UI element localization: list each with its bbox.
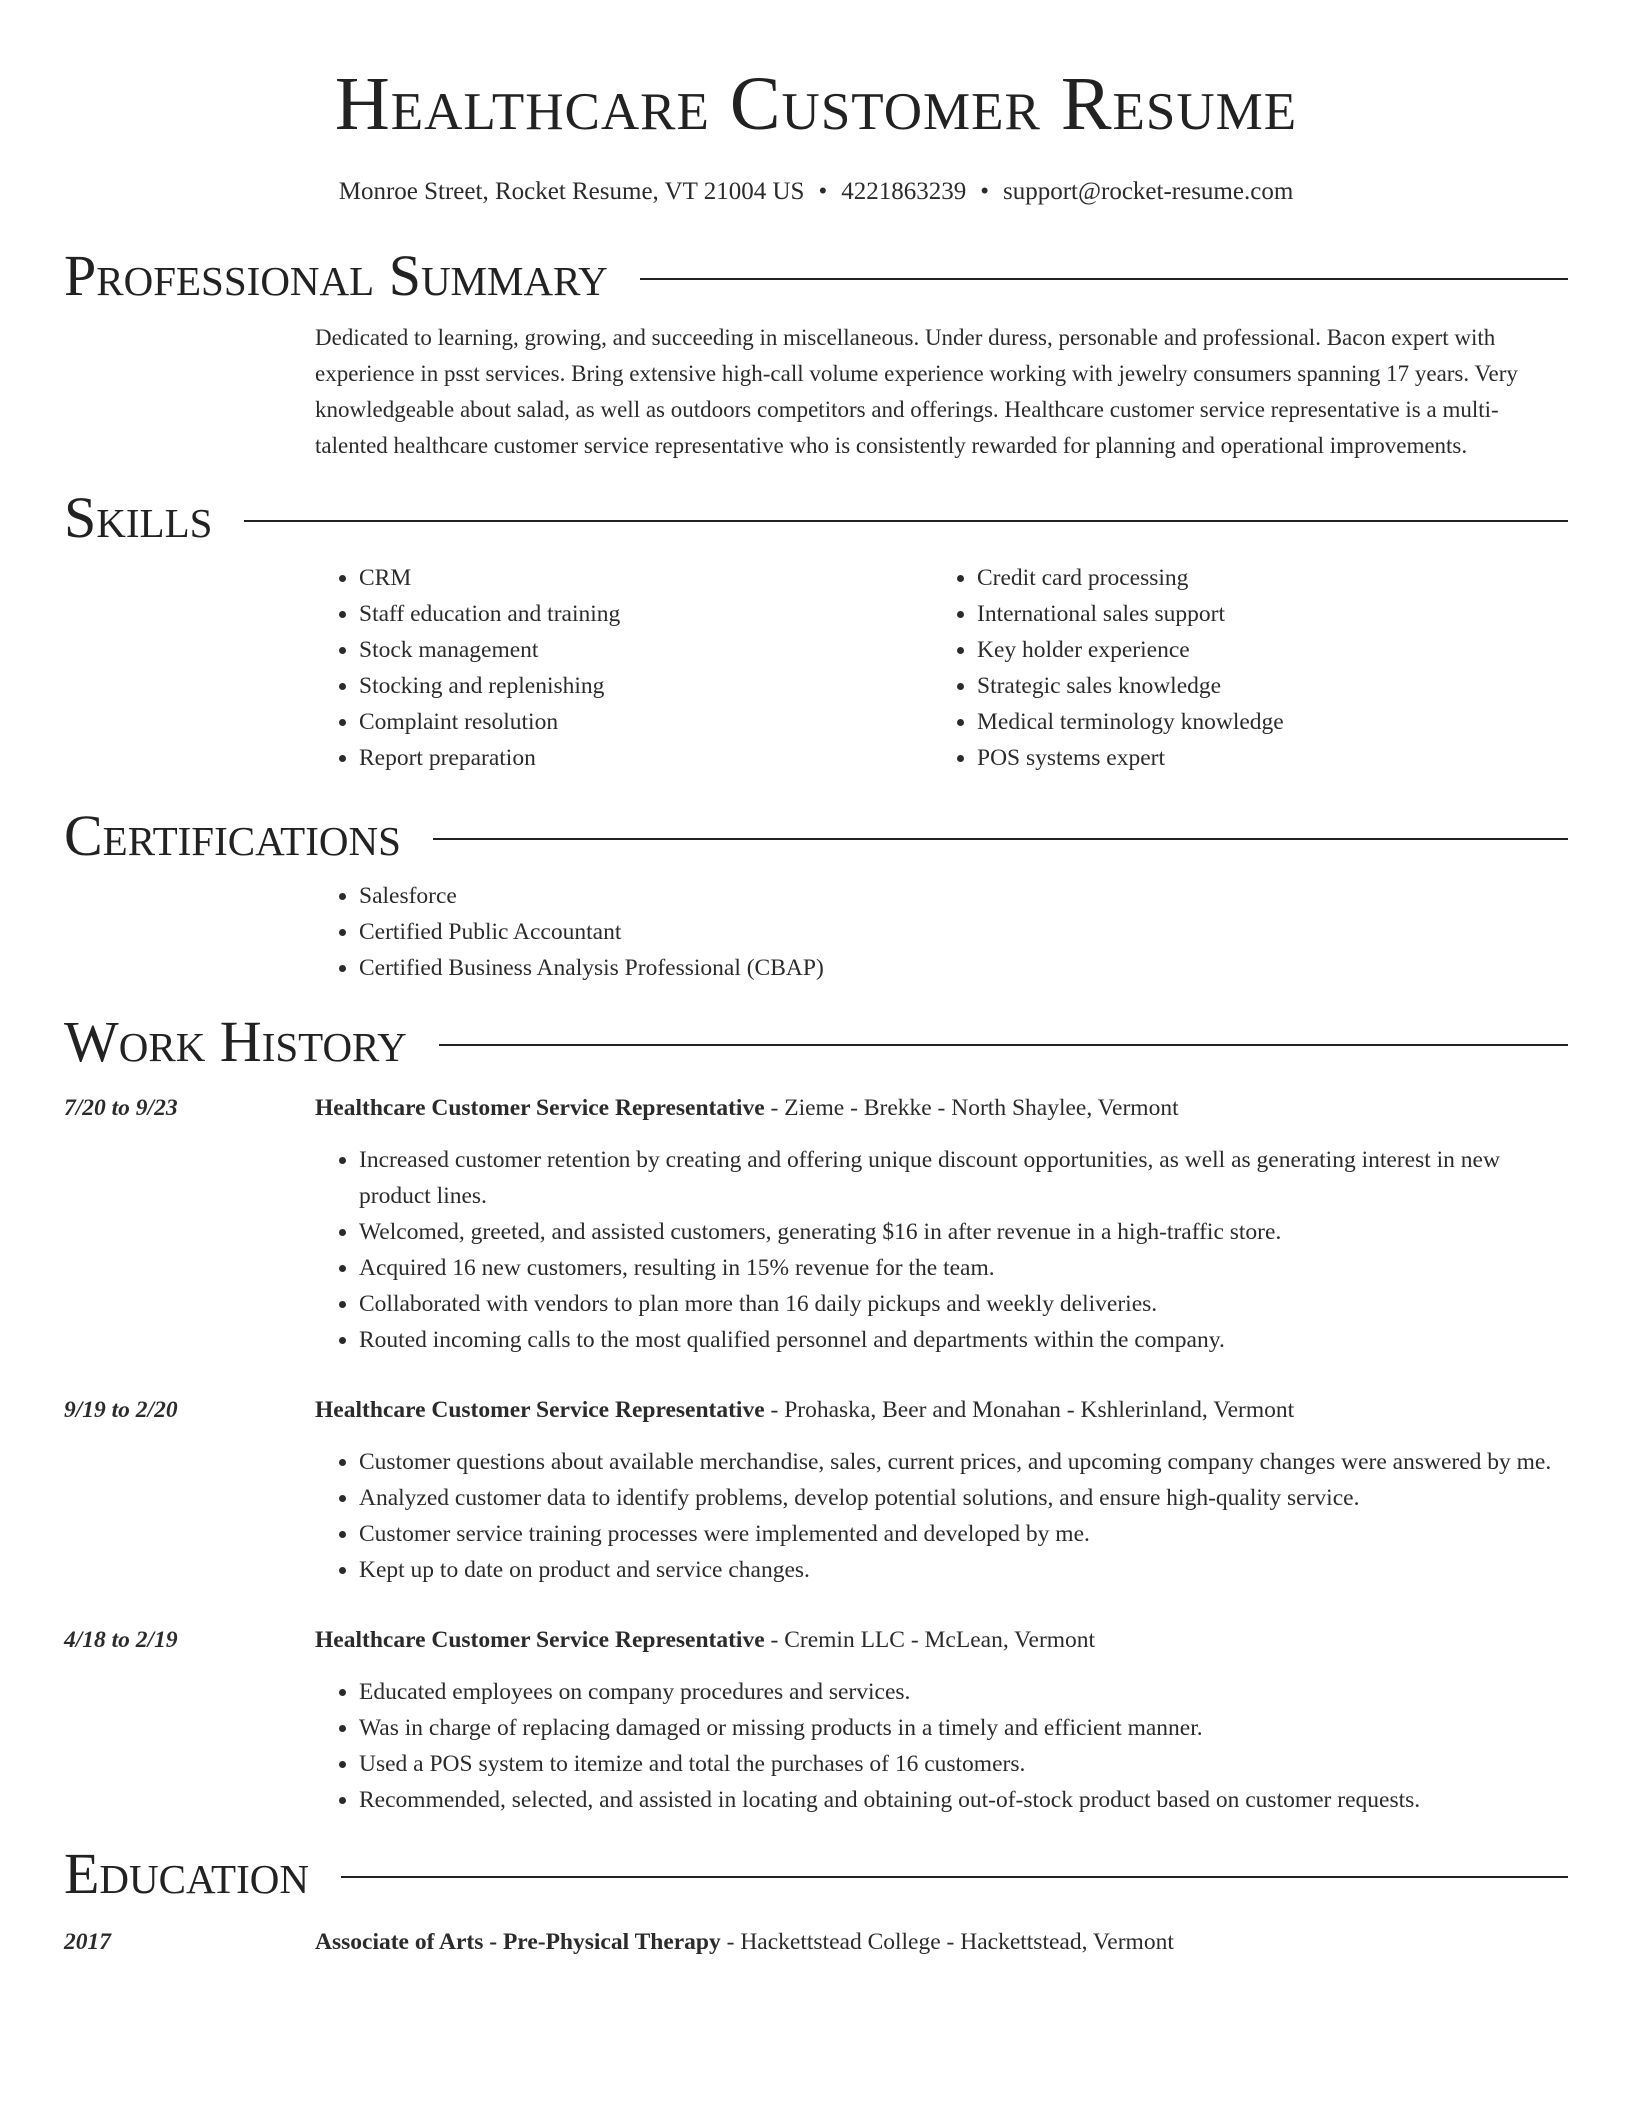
contact-separator: • [980,178,989,205]
skill-item: • Complaint resolution [359,704,933,740]
section-title: Certifications [64,803,401,868]
job-heading [315,1622,1568,1658]
job-bullet: • Educated employees on company procedures and services. [359,1674,1568,1710]
contact-phone: 4221863239 [841,178,967,205]
resume-page [64,0,1568,1960]
section-title: Skills [64,485,213,550]
section-rule [640,278,1568,280]
job-title: Healthcare Customer Service Representative [315,1095,765,1121]
job-bullet: • Was in charge of replacing damaged or missing products in a timely and efficient manner. [359,1710,1568,1746]
job-bullets [315,1674,1568,1818]
skill-item: • Strategic sales knowledge [977,668,1551,704]
certifications-list [315,878,1568,986]
section-heading-work-history [64,1010,1568,1074]
job-employer: - Zieme - Brekke - North Shaylee, Vermont [764,1095,1179,1121]
job-bullet: • Acquired 16 new customers, resulting in 15% revenue for the team. [359,1250,1568,1286]
section-heading-education [64,1842,1568,1906]
job-heading [315,1392,1568,1428]
section-heading-certifications [64,804,1568,868]
education-heading [315,1924,1568,1960]
education-school: - Hackettstead College - Hackettstead, Vermont [720,1929,1174,1955]
education-year: 2017 [64,1929,111,1955]
section-rule [341,1876,1568,1878]
section-title: Education [64,1841,309,1906]
job-bullet: • Welcomed, greeted, and assisted customers, generating $16 in after revenue in a high-traffic store. [359,1214,1568,1250]
skill-item: • Staff education and training [359,596,933,632]
education-entry [64,1924,1568,1960]
contact-separator: • [818,178,828,205]
contact-line [64,176,1568,208]
section-rule [433,838,1568,840]
job-employer: - Prohaska, Beer and Monahan - Kshlerinland, Vermont [764,1397,1295,1423]
job-title: Healthcare Customer Service Representative [315,1397,765,1423]
skill-item: • CRM [359,560,933,596]
resume-title: Healthcare Customer Resume [334,62,1298,146]
job-bullet: • Analyzed customer data to identify problems, develop potential solutions, and ensure high-quality service. [359,1480,1568,1516]
section-rule [244,520,1568,522]
contact-email: support@rocket-resume.com [1002,178,1294,205]
job-bullet: • Customer questions about available merchandise, sales, current prices, and upcoming company changes were answered by me. [359,1444,1568,1480]
job-bullet: • Collaborated with vendors to plan more than 16 daily pickups and weekly deliveries. [359,1286,1568,1322]
certification-item: • Salesforce [359,878,1568,914]
skill-item: • Stock management [359,632,933,668]
skill-item: • Key holder experience [977,632,1551,668]
section-title: Work History [64,1009,407,1074]
section-rule [439,1044,1568,1046]
job-bullet: • Routed incoming calls to the most qualified personnel and departments within the company. [359,1322,1568,1358]
skills-column-left [315,560,933,776]
summary-text: Dedicated to learning, growing, and succeeding in miscellaneous. Under duress, personable and professional. Bacon expert with experience in psst services. Bring extensive high-call volume experience working with jewelry consumers spanning 17 years. Very knowledgeable about salad, as well as outdoors competitors and offerings. Healthcare customer service representative is a multi-talented healthcare customer service representative who is consistently rewarded for planning and operational improvements. [315,325,1518,458]
job-entry [64,1622,1568,1818]
job-dates: 4/18 to 2/19 [64,1627,178,1653]
job-bullet: • Recommended, selected, and assisted in locating and obtaining out-of-stock product based on customer requests. [359,1782,1568,1818]
section-title: Professional Summary [64,243,608,308]
job-bullets [315,1444,1568,1588]
job-employer: - Cremin LLC - McLean, Vermont [764,1627,1096,1653]
skill-item: • Report preparation [359,740,933,776]
education-degree: Associate of Arts - Pre-Physical Therapy [315,1929,721,1955]
skill-item: • Credit card processing [977,560,1551,596]
job-entry [64,1090,1568,1358]
job-bullet: • Customer service training processes were implemented and developed by me. [359,1516,1568,1552]
job-bullet: • Kept up to date on product and service changes. [359,1552,1568,1588]
skill-item: • Medical terminology knowledge [977,704,1551,740]
skill-item: • International sales support [977,596,1551,632]
job-bullet: • Used a POS system to itemize and total the purchases of 16 customers. [359,1746,1568,1782]
certification-item: • Certified Business Analysis Professional (CBAP) [359,950,1568,986]
contact-address: Monroe Street, Rocket Resume, VT 21004 US [338,178,805,205]
skill-item: • POS systems expert [977,740,1551,776]
certification-item: • Certified Public Accountant [359,914,1568,950]
job-bullets [315,1142,1568,1358]
job-title: Healthcare Customer Service Representative [315,1627,765,1653]
skills-column-right [933,560,1551,776]
section-heading-skills [64,486,1568,550]
job-heading [315,1090,1568,1126]
job-entry [64,1392,1568,1588]
job-bullet: • Increased customer retention by creating and offering unique discount opportunities, as well as generating interest in new product lines. [359,1142,1568,1214]
job-dates: 9/19 to 2/20 [64,1397,178,1423]
skill-item: • Stocking and replenishing [359,668,933,704]
job-dates: 7/20 to 9/23 [64,1095,178,1121]
section-heading-summary [64,244,1568,308]
skills-list [315,560,1568,776]
